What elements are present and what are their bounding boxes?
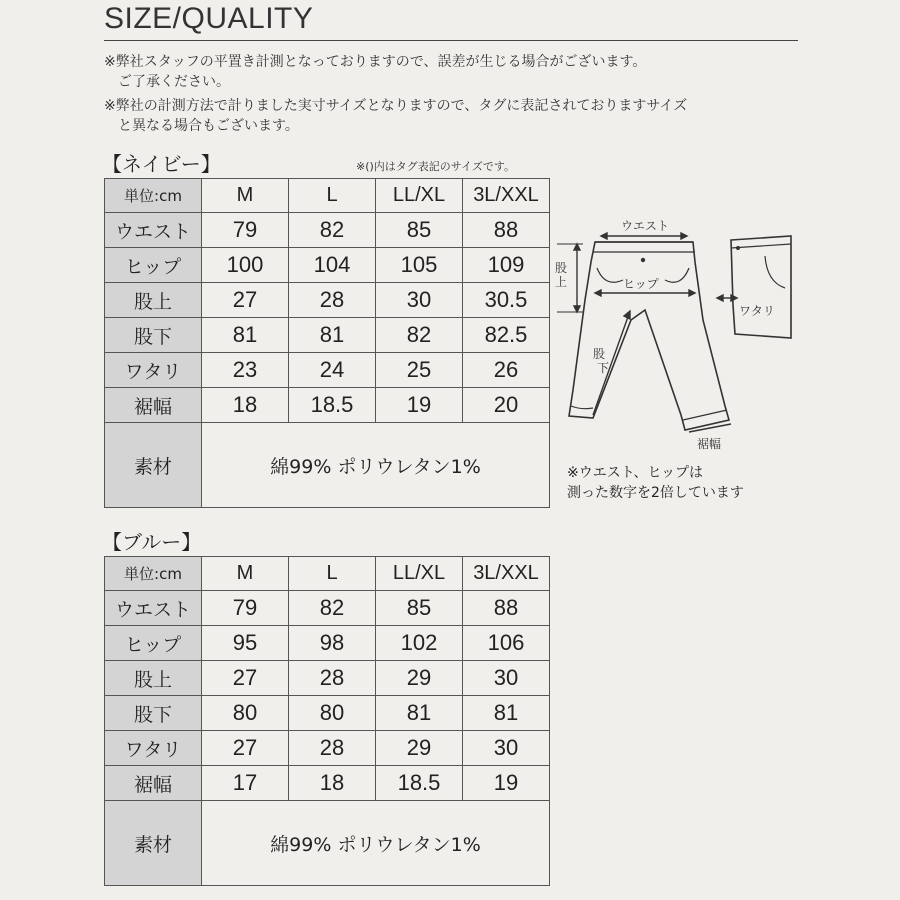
table-cell: 109 (463, 248, 550, 283)
table-row (105, 388, 550, 423)
table-cell: 102 (376, 626, 463, 661)
waist-label: ウエスト (621, 219, 670, 233)
size-header: 3L/XXL (463, 557, 550, 591)
table-cell: 18.5 (376, 766, 463, 801)
table-cell: 26 (463, 353, 550, 388)
blue-section-label: 【ブルー】 (102, 530, 202, 554)
row-label: 裾幅 (105, 388, 202, 423)
table-cell: 98 (289, 626, 376, 661)
material-value: 綿99% ポリウレタン1% (202, 423, 550, 508)
material-row (105, 801, 550, 886)
size-header: L (289, 557, 376, 591)
table-cell: 29 (376, 661, 463, 696)
table-cell: 79 (202, 591, 289, 626)
material-label: 素材 (105, 423, 202, 508)
table-row (105, 248, 550, 283)
title-divider (104, 40, 798, 41)
table-cell: 30 (463, 661, 550, 696)
pants-measurement-diagram (553, 210, 803, 455)
table-cell: 27 (202, 731, 289, 766)
material-row (105, 423, 550, 508)
table-cell: 81 (376, 696, 463, 731)
row-label: 股下 (105, 696, 202, 731)
table-cell: 85 (376, 213, 463, 248)
thigh-label: ワタリ (739, 304, 775, 318)
table-row (105, 661, 550, 696)
table-header-row (105, 557, 550, 591)
table-cell: 19 (463, 766, 550, 801)
page-title: SIZE/QUALITY (104, 2, 314, 35)
table-cell: 18 (289, 766, 376, 801)
hem-label: 裾幅 (697, 437, 722, 451)
row-label: 股上 (105, 283, 202, 318)
material-value: 綿99% ポリウレタン1% (202, 801, 550, 886)
table-cell: 104 (289, 248, 376, 283)
table-cell: 18.5 (289, 388, 376, 423)
size-header: LL/XL (376, 557, 463, 591)
row-label: ヒップ (105, 626, 202, 661)
row-label: 股下 (105, 318, 202, 353)
table-cell: 82 (289, 591, 376, 626)
table-row (105, 731, 550, 766)
table-row (105, 591, 550, 626)
unit-label: 単位:cm (105, 179, 202, 213)
table-cell: 80 (289, 696, 376, 731)
table-header-row (105, 179, 550, 213)
table-row (105, 318, 550, 353)
table-cell: 30 (463, 731, 550, 766)
tag-size-note: ※弊社の計測方法で計りました実寸サイズとなりますので、タグに表記されておりますサイズ と異なる場合もございます。 (104, 98, 688, 134)
table-row (105, 213, 550, 248)
table-cell: 80 (202, 696, 289, 731)
navy-size-table (104, 178, 550, 508)
navy-section-label: 【ネイビー】 (102, 152, 221, 176)
table-cell: 24 (289, 353, 376, 388)
blue-size-table (104, 556, 550, 886)
size-header: LL/XL (376, 179, 463, 213)
table-cell: 106 (463, 626, 550, 661)
measurement-note: ※弊社スタッフの平置き計測となっておりますので、誤差が生じる場合がございます。 ご了承ください。 (104, 54, 647, 90)
rise-label-char: 股 (555, 261, 568, 275)
diagram-note: ※ウエスト、ヒップは 測った数字を2倍しています (567, 465, 744, 501)
table-cell: 19 (376, 388, 463, 423)
table-cell: 28 (289, 731, 376, 766)
size-header: M (202, 557, 289, 591)
table-row (105, 353, 550, 388)
table-cell: 27 (202, 661, 289, 696)
row-label: 裾幅 (105, 766, 202, 801)
table-row (105, 626, 550, 661)
table-cell: 30.5 (463, 283, 550, 318)
row-label: ウエスト (105, 213, 202, 248)
material-label: 素材 (105, 801, 202, 886)
table-cell: 79 (202, 213, 289, 248)
table-row (105, 283, 550, 318)
inseam-label-char: 下 (597, 361, 610, 375)
row-label: ヒップ (105, 248, 202, 283)
table-cell: 85 (376, 591, 463, 626)
table-cell: 82.5 (463, 318, 550, 353)
table-cell: 20 (463, 388, 550, 423)
table-cell: 23 (202, 353, 289, 388)
rise-label-char: 上 (555, 275, 568, 289)
row-label: ワタリ (105, 731, 202, 766)
table-cell: 95 (202, 626, 289, 661)
table-cell: 105 (376, 248, 463, 283)
table-cell: 18 (202, 388, 289, 423)
table-cell: 88 (463, 591, 550, 626)
table-cell: 81 (463, 696, 550, 731)
table-row (105, 696, 550, 731)
table-cell: 28 (289, 661, 376, 696)
table-cell: 17 (202, 766, 289, 801)
table-cell: 25 (376, 353, 463, 388)
table-cell: 27 (202, 283, 289, 318)
table-cell: 28 (289, 283, 376, 318)
table-cell: 82 (289, 213, 376, 248)
row-label: ワタリ (105, 353, 202, 388)
row-label: 股上 (105, 661, 202, 696)
table-cell: 82 (376, 318, 463, 353)
tag-size-remark: ※()内はタグ表記のサイズです。 (356, 160, 516, 173)
size-header: M (202, 179, 289, 213)
hip-label: ヒップ (623, 277, 659, 291)
table-cell: 88 (463, 213, 550, 248)
table-cell: 100 (202, 248, 289, 283)
inseam-label-char: 股 (593, 347, 606, 361)
table-cell: 29 (376, 731, 463, 766)
size-header: L (289, 179, 376, 213)
table-cell: 30 (376, 283, 463, 318)
pants-outline (569, 242, 729, 430)
row-label: ウエスト (105, 591, 202, 626)
unit-label: 単位:cm (105, 557, 202, 591)
table-row (105, 766, 550, 801)
size-header: 3L/XXL (463, 179, 550, 213)
table-cell: 81 (202, 318, 289, 353)
table-cell: 81 (289, 318, 376, 353)
